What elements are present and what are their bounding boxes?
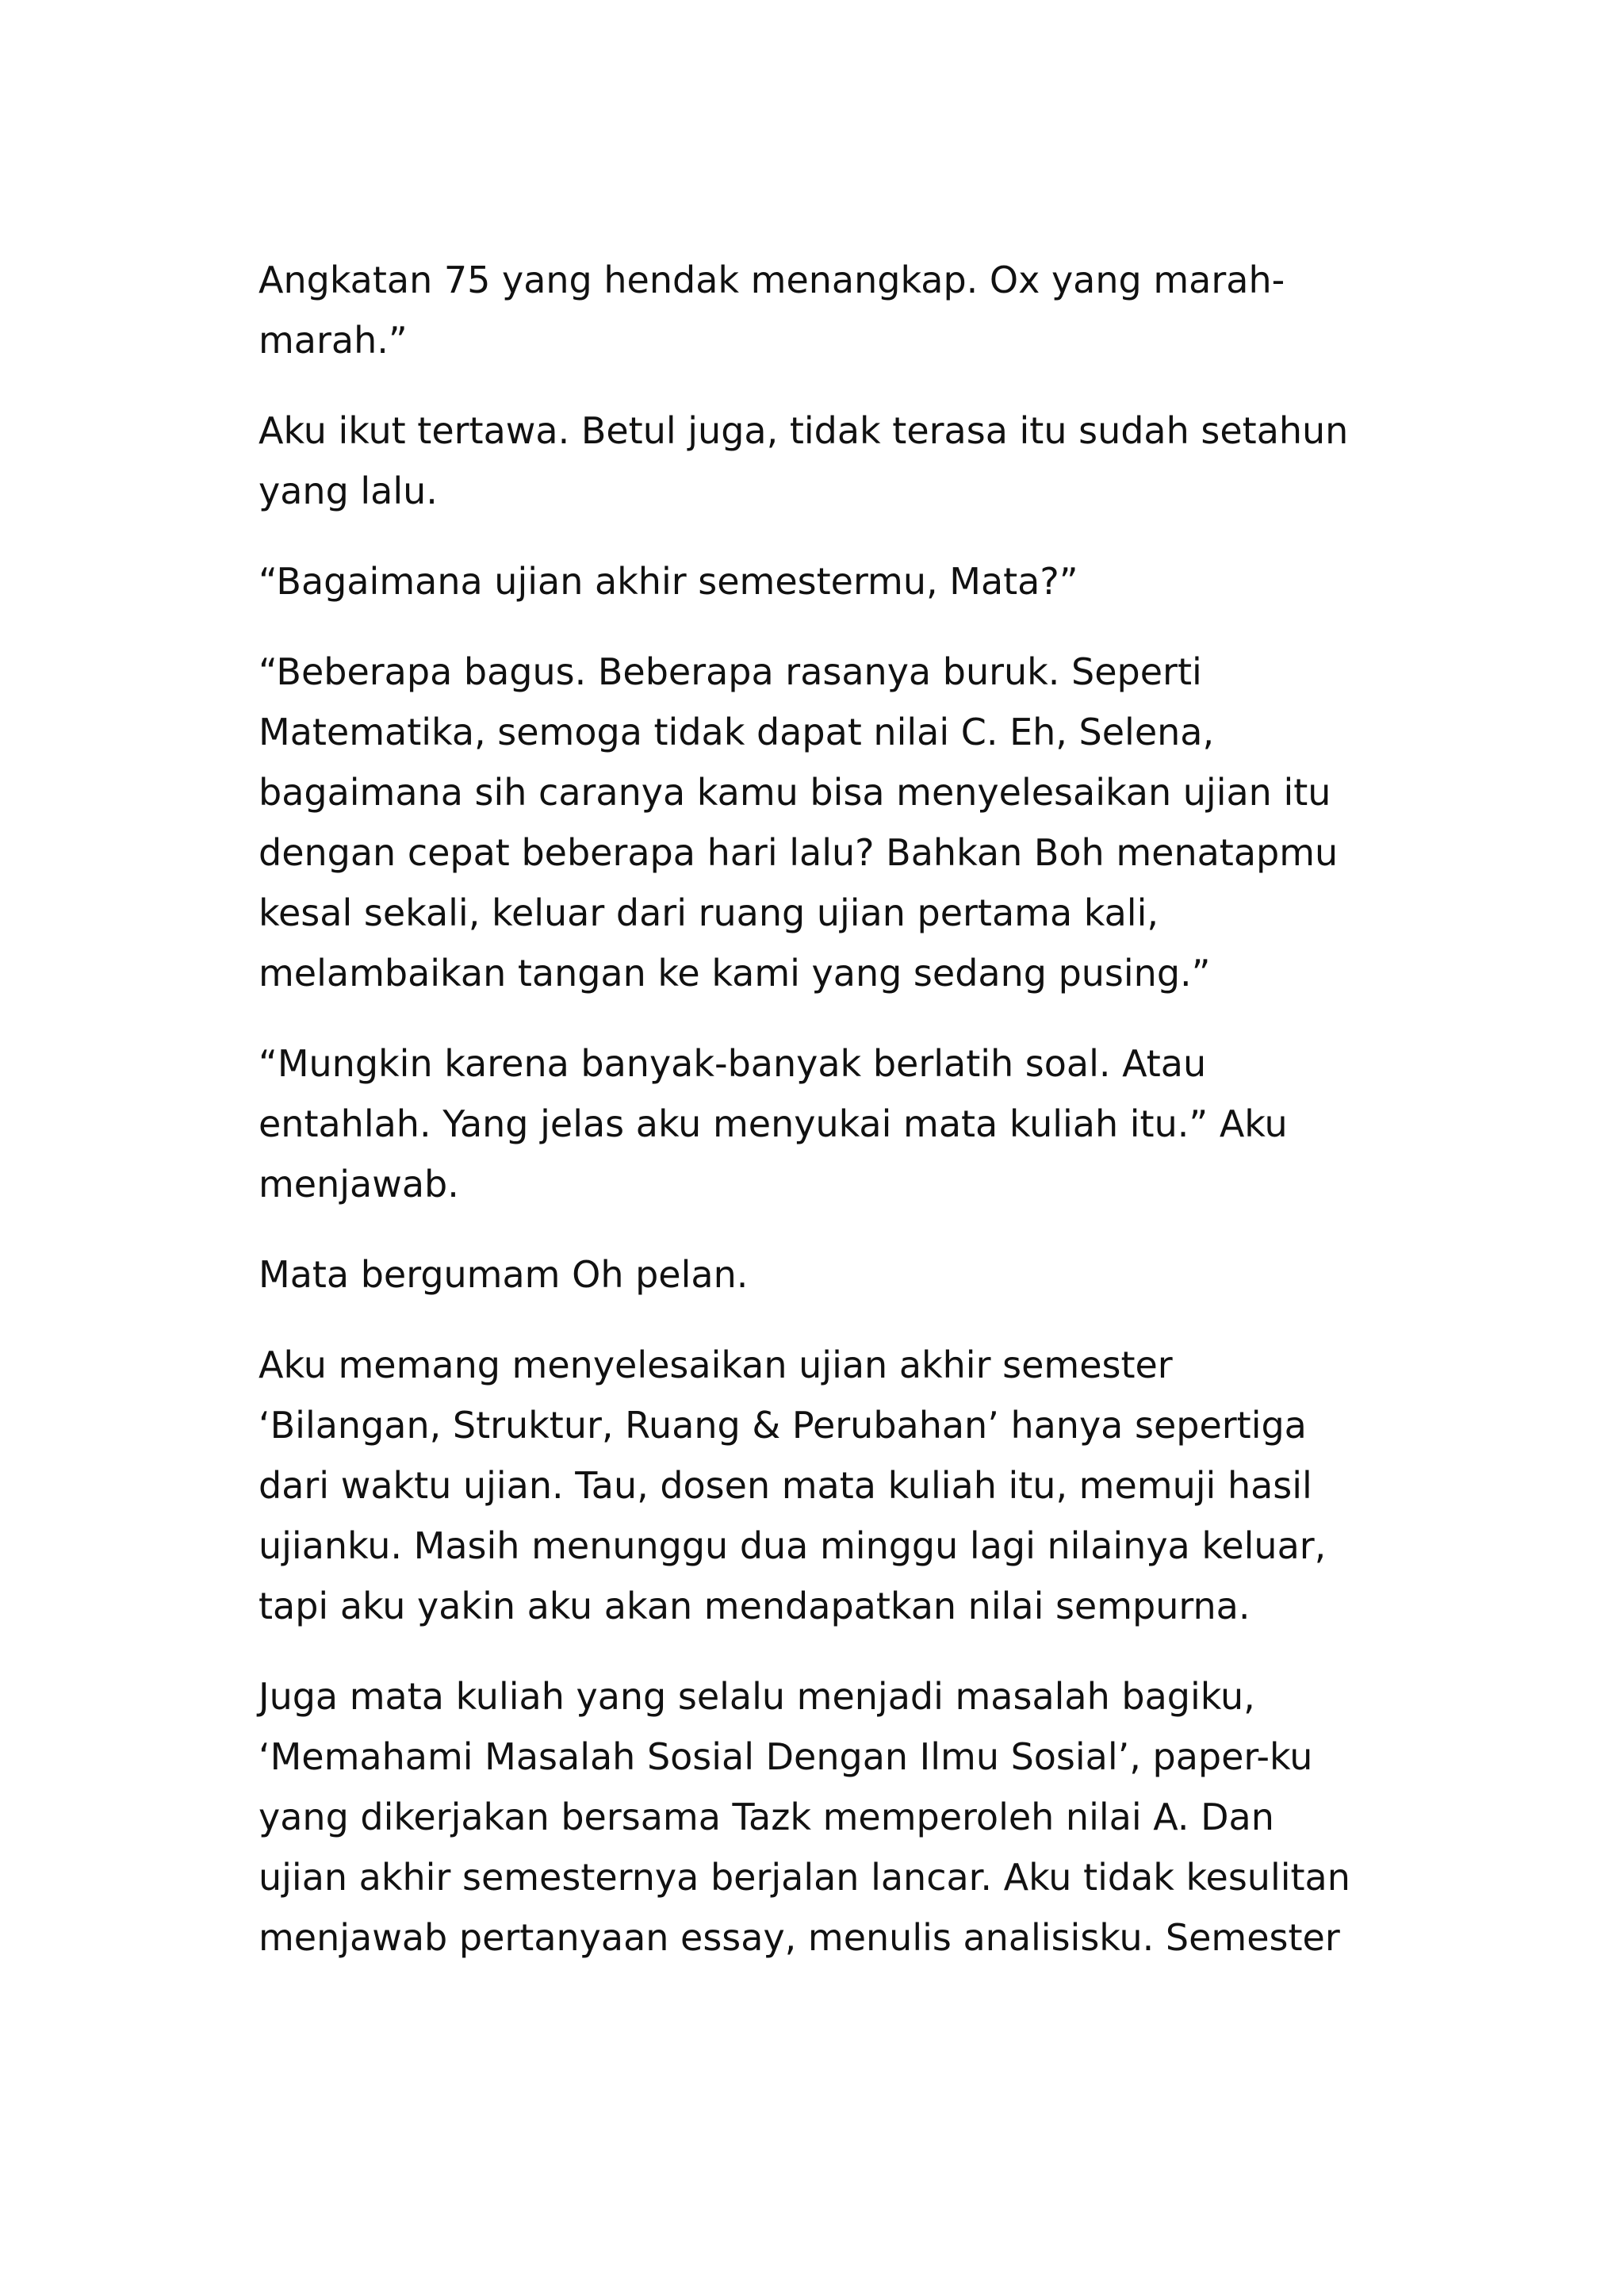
text-line: “Mungkin karena banyak-banyak berlatih soal. Atau bbox=[259, 1042, 1207, 1085]
text-line: “Bagaimana ujian akhir semestermu, Mata?” bbox=[259, 560, 1078, 603]
paragraph-8 bbox=[259, 1666, 1400, 1968]
text-line: menjawab pertanyaan essay, menulis analisisku. Semester bbox=[259, 1916, 1340, 1959]
text-line: Angkatan 75 yang hendak menangkap. Ox yang marah- bbox=[259, 259, 1285, 301]
text-line: Aku ikut tertawa. Betul juga, tidak terasa itu sudah setahun bbox=[259, 409, 1349, 452]
text-line: tapi aku yakin aku akan mendapatkan nilai sempurna. bbox=[259, 1585, 1251, 1627]
text-line: ujian akhir semesternya berjalan lancar. Aku tidak kesulitan bbox=[259, 1856, 1350, 1899]
text-line: Matematika, semoga tidak dapat nilai C. Eh, Selena, bbox=[259, 711, 1215, 753]
text-line: marah.” bbox=[259, 319, 408, 362]
text-line: yang lalu. bbox=[259, 470, 438, 512]
text-line: bagaimana sih caranya kamu bisa menyelesaikan ujian itu bbox=[259, 771, 1331, 814]
text-line: yang dikerjakan bersama Tazk memperoleh nilai A. Dan bbox=[259, 1796, 1274, 1838]
text-line: Aku memang menyelesaikan ujian akhir semester bbox=[259, 1343, 1173, 1386]
paragraph-7 bbox=[259, 1335, 1400, 1636]
text-line: entahlah. Yang jelas aku menyukai mata kuliah itu.” Aku bbox=[259, 1102, 1288, 1145]
paragraph-4 bbox=[259, 642, 1400, 1003]
text-line: Mata bergumam Oh pelan. bbox=[259, 1253, 749, 1296]
text-line: melambaikan tangan ke kami yang sedang pusing.” bbox=[259, 952, 1211, 995]
text-line: ‘Memahami Masalah Sosial Dengan Ilmu Sosial’, paper-ku bbox=[259, 1735, 1313, 1778]
document-body bbox=[259, 250, 1400, 1998]
paragraph-5 bbox=[259, 1033, 1400, 1214]
text-line: Juga mata kuliah yang selalu menjadi masalah bagiku, bbox=[259, 1675, 1255, 1718]
paragraph-3 bbox=[259, 551, 1400, 611]
text-line: kesal sekali, keluar dari ruang ujian pertama kali, bbox=[259, 891, 1159, 934]
text-line: “Beberapa bagus. Beberapa rasanya buruk. Seperti bbox=[259, 650, 1202, 693]
text-line: dengan cepat beberapa hari lalu? Bahkan Boh menatapmu bbox=[259, 831, 1339, 874]
text-line: menjawab. bbox=[259, 1163, 459, 1205]
text-line: dari waktu ujian. Tau, dosen mata kuliah itu, memuji hasil bbox=[259, 1464, 1312, 1507]
paragraph-6 bbox=[259, 1244, 1400, 1305]
text-line: ujianku. Masih menunggu dua minggu lagi nilainya keluar, bbox=[259, 1524, 1327, 1567]
text-line: ‘Bilangan, Struktur, Ruang & Perubahan’ hanya sepertiga bbox=[259, 1404, 1307, 1447]
paragraph-1 bbox=[259, 250, 1400, 370]
paragraph-2 bbox=[259, 401, 1400, 521]
